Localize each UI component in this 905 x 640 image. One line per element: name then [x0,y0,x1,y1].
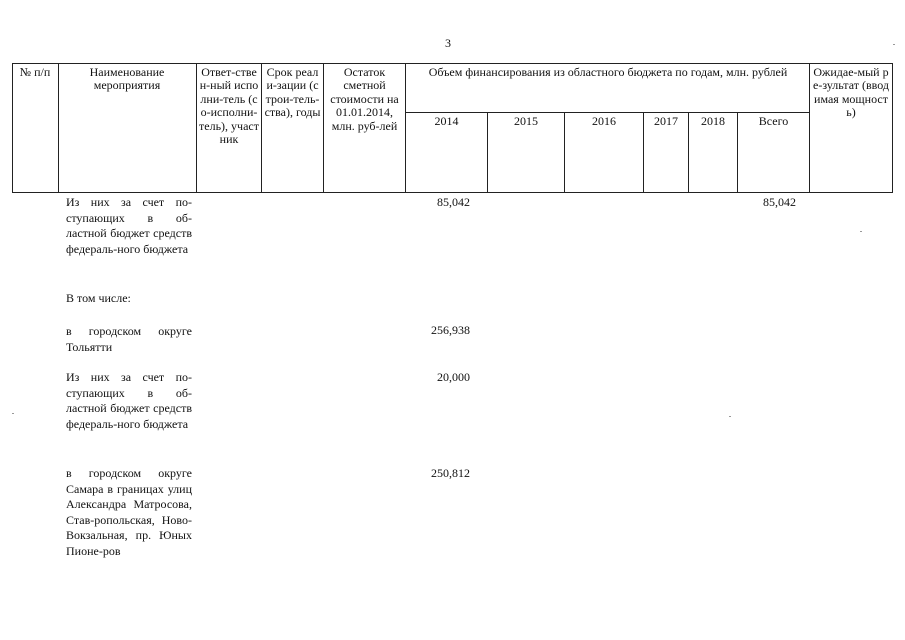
page-number: 3 [445,36,451,50]
header-bottom-border [12,192,892,193]
header-total: Всего [758,114,789,128]
header-year-2017: 2017 [654,114,678,128]
header-number: № п/п [19,65,51,79]
row-5-value-2014: 250,812 [431,466,470,480]
table-right-border [892,63,893,193]
scan-speck [860,231,862,232]
row-4-value-2014: 20,000 [437,370,470,384]
scan-speck [893,44,895,45]
scan-speck [729,416,731,417]
divider-funding-result [809,63,810,193]
table-top-border [12,63,892,64]
header-funding: Объем финансирования из областного бюджета по годам, млн. рублей [428,65,788,79]
header-year-2016: 2016 [592,114,616,128]
header-name: Наименование мероприятия [89,65,165,93]
scan-speck [12,413,14,414]
row-3-name: в городском округе Тольятти [66,324,192,354]
divider-name-resp [196,63,197,193]
table-left-border [12,63,13,193]
header-term: Срок реали-зации (строи-тель-ства), годы [264,65,321,120]
row-3-value-2014: 256,938 [431,323,470,337]
row-1-name: Из них за счет по-ступающих в об-ластной бюджет средств федераль-ного бюджета [66,195,192,256]
header-year-2018: 2018 [701,114,725,128]
row-5-name: в городском округе Самара в границах улиц Александра Матросова, Став-ропольская, Ново-Вокзальная, пр. Юных Пионе-ров [66,466,192,558]
header-expected-result: Ожидае-мый ре-зультат (вводимая мощность) [813,65,889,120]
funding-subheader-line [405,112,809,113]
divider-term-rest [323,63,324,193]
row-4-name: Из них за счет по-ступающих в об-ластной бюджет средств федераль-ного бюджета [66,370,192,431]
header-responsible: Ответ-ствен-ный исполни-тель (со-исполни-тель), участник [199,65,259,147]
divider-num-name [58,63,59,193]
header-year-2015: 2015 [514,114,538,128]
row-1-value-2014: 85,042 [437,195,470,209]
row-1-total: 85,042 [763,195,796,209]
divider-resp-term [261,63,262,193]
header-year-2014: 2014 [434,114,459,128]
header-remaining-cost: Остаток сметной стоимости на 01.01.2014, млн. руб-лей [330,65,399,133]
row-2-name: В том числе: [66,291,131,305]
